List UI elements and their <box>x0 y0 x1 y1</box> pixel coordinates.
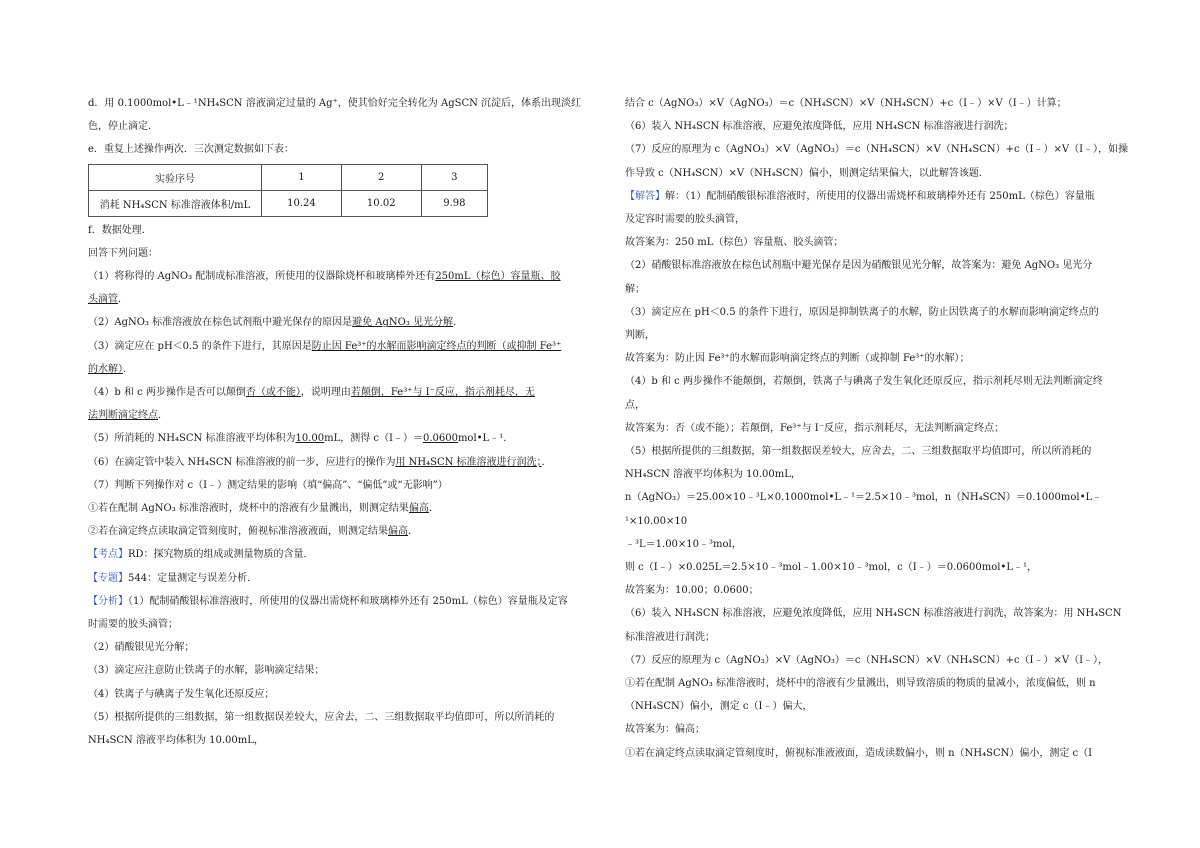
question-2: （2）AgNO₃ 标准溶液放在棕色试剂瓶中避光保存的原因是避免 AgNO₃ 见光分解． <box>88 317 464 329</box>
analysis-1: 【分析】（1）配制硝酸银标准溶液时，所使用的仪器出需烧杯和玻璃棒外还有 250mL（棕色）容量瓶及定容 <box>88 595 568 607</box>
table-cell: 9.98 <box>421 190 487 216</box>
solution-line: （4）b 和 c 两步操作不能颠倒，若颠倒，铁离子与碘离子发生氧化还原反应，指示剂耗尽则无法判断滴定终 <box>625 376 1103 388</box>
solution-1: 【解答】解：（1）配制硝酸银标准溶液时，所使用的仪器出需烧杯和玻璃棒外还有 250mL（棕色）容量瓶 <box>625 190 1095 202</box>
left-column <box>88 92 590 752</box>
question-3: （3）滴定应在 pH＜0.5 的条件下进行，其原因是防止因 Fe³⁺的水解而影响滴定终点的判断（或抑制 Fe³⁺ <box>88 340 562 352</box>
step-d-line-1: d．用 0.1000mol•L﹣¹NH₄SCN 溶液滴定过量的 Ag⁺，使其恰好完全转化为 AgSCN 沉淀后，体系出现淡红 <box>88 98 582 109</box>
answer-7-a: 偏高 <box>408 503 429 515</box>
question-1: （1）将称得的 AgNO₃ 配制成标准溶液，所使用的仪器除烧杯和玻璃棒外还有250mL（棕色）容量瓶、胶 <box>88 271 561 283</box>
step-d-line-2: 色，停止滴定． <box>88 121 158 133</box>
solution-line: 及定容时需要的胶头滴管， <box>625 214 745 226</box>
analysis-tag: 【分析】 <box>88 595 128 607</box>
titration-data-table <box>88 164 488 217</box>
knowledge-point: 【考点】RD：探究物质的组成或测量物质的含量． <box>88 549 314 561</box>
answer-3-part-2: 的水解） <box>88 363 123 375</box>
topic: 【专题】544：定量测定与误差分析． <box>88 572 258 584</box>
solution-line: （NH₄SCN）偏小，测定 c（I﹣）偏大， <box>625 701 813 713</box>
table-cell: 10.24 <box>262 190 342 216</box>
solution-line: ①若在滴定终点读取滴定管刻度时，俯视标准液液面，造成读数偏小，则 n（NH₄SCN）偏小，测定 c（I <box>625 747 1093 759</box>
table-header-cell: 实验序号 <box>89 164 262 190</box>
analysis-5-formula: 结合 c（AgNO₃）×V（AgNO₃）＝c（NH₄SCN）×V（NH₄SCN）+c（I﹣）×V（I﹣）计算； <box>625 98 1067 109</box>
knowledge-point-tag: 【考点】 <box>88 549 128 561</box>
solution-line: （2）硝酸银标准溶液放在棕色试剂瓶中避光保存是因为硝酸银见光分解，故答案为：避免 AgNO₃ 见光分 <box>625 260 1093 272</box>
analysis-1-cont: 时需要的胶头滴管； <box>88 619 178 631</box>
solution-line: 解； <box>625 283 645 295</box>
question-5: （5）所消耗的 NH₄SCN 标准溶液平均体积为10.00mL，测得 c（I﹣）＝0.0600mol•L﹣¹． <box>88 433 514 445</box>
answer-4-part-3: 法判断滴定终点 <box>88 410 158 422</box>
analysis-4: （4）铁离子与碘离子发生氧化还原反应； <box>88 688 275 700</box>
question-4: （4）b 和 c 两步操作是否可以颠倒否（或不能），说明理由若颠倒，Fe³⁺与 I⁻反应，指示剂耗尽，无 <box>88 387 535 399</box>
solution-line: 故答案为：10.00；0.0600； <box>625 585 759 597</box>
analysis-7-cont: 作导致 c（NH₄SCN）×V（NH₄SCN）偏小，则测定结果偏大，以此解答该题． <box>625 167 989 179</box>
table-row <box>89 190 488 216</box>
answer-7-b: 偏高 <box>388 526 408 538</box>
step-e-line: e．重复上述操作两次．三次测定数据如下表： <box>88 144 294 156</box>
solution-line: 故答案为：防止因 Fe³⁺的水解而影响滴定终点的判断（或抑制 Fe³⁺的水解）； <box>625 353 970 365</box>
answer-4-part-2: 若颠倒，Fe³⁺与 I⁻反应，指示剂耗尽，无 <box>350 387 535 399</box>
solution-line: 故答案为：否（或不能）；若颠倒，Fe³⁺与 I⁻反应，指示剂耗尽，无法判断滴定终点； <box>625 422 1005 434</box>
table-header-cell: 1 <box>262 164 342 190</box>
right-column <box>625 92 1130 765</box>
solution-tag: 【解答】 <box>625 190 665 202</box>
table-row <box>89 164 488 190</box>
answer-6: 用 NH₄SCN 标准溶液进行润洗； <box>395 456 542 468</box>
answer-4-part-1: 否（或不能） <box>245 387 301 399</box>
analysis-5-cont: NH₄SCN 溶液平均体积为 10.00mL， <box>88 735 264 747</box>
solution-line: ﹣³L＝1.00×10﹣³mol， <box>625 538 742 550</box>
answer-5-volume: 10.00 <box>295 433 325 445</box>
step-f-line: f．数据处理． <box>88 224 152 236</box>
solution-line: （6）装入 NH₄SCN 标准溶液，应避免浓度降低，应用 NH₄SCN 标准溶液进行润洗，故答案为：用 NH₄SCN <box>625 608 1122 620</box>
question-7: （7）判断下列操作对 c（I﹣）测定结果的影响（填“偏高”、“偏低”或“无影响”） <box>88 479 448 491</box>
solution-line: NH₄SCN 溶液平均体积为 10.00mL， <box>625 469 801 481</box>
solution-line: （7）反应的原理为 c（AgNO₃）×V（AgNO₃）＝c（NH₄SCN）×V（NH₄SCN）+c（I﹣）×V（I﹣）， <box>625 654 1109 666</box>
solution-line: 故答案为：250 mL（棕色）容量瓶、胶头滴管； <box>625 237 844 249</box>
question-3-cont: 的水解）． <box>88 363 133 375</box>
solution-line: 点， <box>625 399 645 411</box>
analysis-5: （5）根据所提供的三组数据，第一组数据误差较大，应舍去，二、三组数据取平均值即可，所以所消耗的 <box>88 711 555 723</box>
table-cell: 10.02 <box>341 190 421 216</box>
solution-line: 故答案为：偏高； <box>625 724 705 736</box>
question-6: （6）在滴定管中装入 NH₄SCN 标准溶液的前一步，应进行的操作为用 NH₄SCN 标准溶液进行润洗；． <box>88 456 552 468</box>
solution-line: 则 c（I﹣）×0.025L＝2.5×10﹣³mol﹣1.00×10﹣³mol，c（I﹣）＝0.0600mol•L﹣¹， <box>625 562 1037 574</box>
table-header-cell: 3 <box>421 164 487 190</box>
answer-3-part-1: 防止因 Fe³⁺的水解而影响滴定终点的判断（或抑制 Fe³⁺ <box>311 340 562 352</box>
solution-line: （3）滴定应在 pH＜0.5 的条件下进行，原因是抑制铁离子的水解，防止因铁离子的水解而影响滴定终点的 <box>625 306 1099 318</box>
topic-tag: 【专题】 <box>88 572 128 584</box>
question-4-cont: 法判断滴定终点． <box>88 410 168 422</box>
answer-2: 避免 AgNO₃ 见光分解 <box>352 317 454 329</box>
table-cell: 消耗 NH₄SCN 标准溶液体积/mL <box>89 190 262 216</box>
question-7-a: ①若在配制 AgNO₃ 标准溶液时，烧杯中的溶液有少量溅出，则测定结果偏高． <box>88 503 439 515</box>
solution-line: （5）根据所提供的三组数据，第一组数据误差较大，应舍去，二、三组数据取平均值即可，所以所消耗的 <box>625 446 1092 458</box>
solution-line: 判断， <box>625 330 655 342</box>
analysis-7: （7）反应的原理为 c（AgNO₃）×V（AgNO₃）＝c（NH₄SCN）×V（NH₄SCN）+c（I﹣）×V（I﹣），如操 <box>625 144 1129 156</box>
answer-1-part-1: 250mL（棕色）容量瓶、胶 <box>435 271 561 283</box>
analysis-2: （2）硝酸银见光分解； <box>88 642 195 654</box>
questions-intro: 回答下列问题： <box>88 247 158 259</box>
answer-5-concentration: 0.0600 <box>422 433 458 445</box>
question-1-cont: 头滴管． <box>88 294 128 306</box>
solution-line: 标准溶液进行润洗； <box>625 631 715 643</box>
answer-1-part-2: 头滴管 <box>88 294 118 306</box>
solution-line: n（AgNO₃）＝25.00×10﹣³L×0.1000mol•L﹣¹＝2.5×10﹣³mol，n（NH₄SCN）＝0.1000mol•L﹣¹×10.00×10 <box>625 492 1103 527</box>
solution-line: ①若在配制 AgNO₃ 标准溶液时，烧杯中的溶液有少量溅出，则导致溶质的物质的量减小，浓度偏低，则 n <box>625 678 1096 690</box>
question-7-b: ②若在滴定终点读取滴定管刻度时，俯视标准溶液液面，则测定结果偏高． <box>88 526 418 538</box>
analysis-3: （3）滴定应注意防止铁离子的水解，影响滴定结果； <box>88 665 325 677</box>
analysis-6: （6）装入 NH₄SCN 标准溶液，应避免浓度降低，应用 NH₄SCN 标准溶液进行润洗； <box>625 121 1014 133</box>
table-header-cell: 2 <box>341 164 421 190</box>
